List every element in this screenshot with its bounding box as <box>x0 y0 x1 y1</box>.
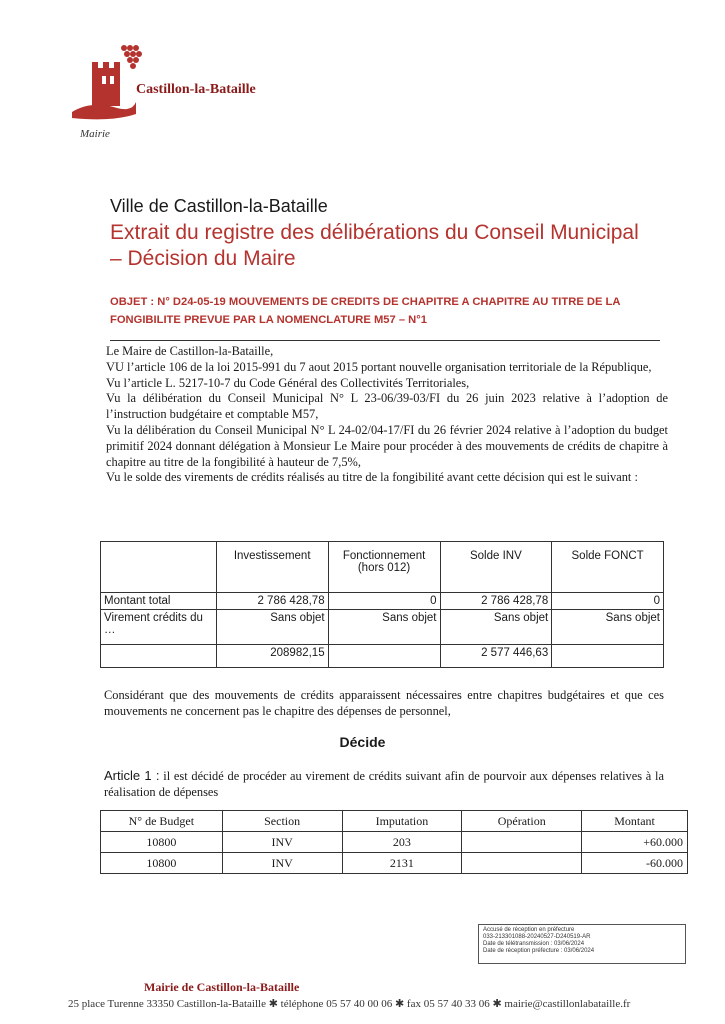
table-cell: 208982,15 <box>216 645 328 668</box>
table-cell: INV <box>222 832 342 853</box>
table-cell: 2 577 446,63 <box>440 645 552 668</box>
stamp-line: 033-213301088-20240527-D240519-AR <box>483 934 591 940</box>
preamble-line: Vu la délibération du Conseil Municipal N° L 24-02/04-17/FI du 26 février 2024 relative à l’adoption du budget primitif 2024 donnant délégation à Monsieur Le Maire pour procéder à des mouvements de crédits de chapitre à chapitre au titre de la fongibilité à hauteur de 7,5%, <box>106 422 668 469</box>
table-header-cell: Fonctionnement (hors 012) <box>328 542 440 593</box>
article-label: Article 1 : <box>104 768 160 783</box>
preamble-line: VU l’article 106 de la loi 2015-991 du 7 aout 2015 portant nouvelle organisation territoriale de la République, <box>106 359 652 374</box>
table-header-cell: N° de Budget <box>101 811 223 832</box>
table-row <box>101 645 664 668</box>
document-object: OBJET : N° D24-05-19 MOUVEMENTS DE CREDITS DE CHAPITRE A CHAPITRE AU TITRE DE LA FONGIBILITE PREVUE PAR LA NOMENCLATURE M57 – N°1 <box>110 296 621 326</box>
decide-heading: Décide <box>339 734 386 750</box>
table-header-cell: Investissement <box>216 542 328 593</box>
table-header-cell: Solde FONCT <box>552 542 664 593</box>
table-cell: 0 <box>552 593 664 610</box>
stamp-line: Accusé de réception en préfecture <box>483 927 575 933</box>
logo-subtitle: Mairie <box>80 128 110 140</box>
table-cell: Virement crédits du … <box>101 610 217 645</box>
table-cell <box>101 645 217 668</box>
table-cell: 2131 <box>342 853 462 874</box>
preamble-line: Vu le solde des virements de crédits réalisés au titre de la fongibilité avant cette décision qui est le suivant : <box>106 470 638 485</box>
table-header-cell: Imputation <box>342 811 462 832</box>
table-header-cell: Montant <box>582 811 688 832</box>
table-cell: 203 <box>342 832 462 853</box>
footer-address: 25 place Turenne 33350 Castillon-la-Bataille ✱ téléphone 05 57 40 00 06 ✱ fax 05 57 40 33 06 ✱ mairie@castillonlabataille.fr <box>68 998 631 1010</box>
table-cell <box>462 832 582 853</box>
table-row <box>101 832 688 853</box>
table-cell: Montant total <box>101 593 217 610</box>
table-cell: Sans objet <box>552 610 664 645</box>
table-cell: -60.000 <box>582 853 688 874</box>
preamble-line: Vu la délibération du Conseil Municipal N° L 23-06/39-03/FI du 26 juin 2023 relative à l’adoption de l’instruction budgétaire et comptable M57, <box>106 391 668 422</box>
table-cell: Sans objet <box>440 610 552 645</box>
table-cell <box>552 645 664 668</box>
table-cell <box>462 853 582 874</box>
divider <box>110 340 660 341</box>
logo-town-name: Castillon-la-Bataille <box>136 82 256 97</box>
table-header-row <box>101 542 664 593</box>
considerant-paragraph: Considérant que des mouvements de crédits apparaissent nécessaires entre chapitres budgétaires et que ces mouvements ne concernent pas le chapitre des dépenses de personnel, <box>104 688 664 718</box>
preamble-line: Le Maire de Castillon-la-Bataille, <box>106 344 274 358</box>
table-header-cell: Section <box>222 811 342 832</box>
table-cell: 0 <box>328 593 440 610</box>
table-row <box>101 853 688 874</box>
document-title: Extrait du registre des délibérations du Conseil Municipal – Décision du Maire <box>110 221 639 270</box>
table-cell: Sans objet <box>328 610 440 645</box>
town-heading: Ville de Castillon-la-Bataille <box>110 196 328 216</box>
table-row <box>101 610 664 645</box>
table-cell: Sans objet <box>216 610 328 645</box>
stamp-line: Date de réception préfecture : 03/06/2024 <box>483 948 595 954</box>
table-cell: 2 786 428,78 <box>216 593 328 610</box>
table-row <box>101 593 664 610</box>
reception-stamp <box>478 924 686 964</box>
table-header-row <box>101 811 688 832</box>
table-header-cell: Opération <box>462 811 582 832</box>
footer-name: Mairie de Castillon-la-Bataille <box>144 980 300 994</box>
table-cell <box>328 645 440 668</box>
article-text: il est décidé de procéder au virement de crédits suivant afin de pourvoir aux dépenses relatives à la réalisation de dépenses <box>104 769 664 799</box>
stamp-line: Date de télétransmission : 03/06/2024 <box>483 941 585 947</box>
table-cell: 2 786 428,78 <box>440 593 552 610</box>
table-cell: 10800 <box>101 832 223 853</box>
table-cell: INV <box>222 853 342 874</box>
article-1 <box>104 768 664 800</box>
credit-transfer-table <box>100 810 688 874</box>
table-header-cell <box>101 542 217 593</box>
table-cell: 10800 <box>101 853 223 874</box>
table-cell: +60.000 <box>582 832 688 853</box>
preamble <box>106 344 668 486</box>
preamble-line: Vu l’article L. 5217-10-7 du Code Général des Collectivités Territoriales, <box>106 375 470 390</box>
table-header-cell: Solde INV <box>440 542 552 593</box>
credits-balance-table <box>100 541 664 668</box>
